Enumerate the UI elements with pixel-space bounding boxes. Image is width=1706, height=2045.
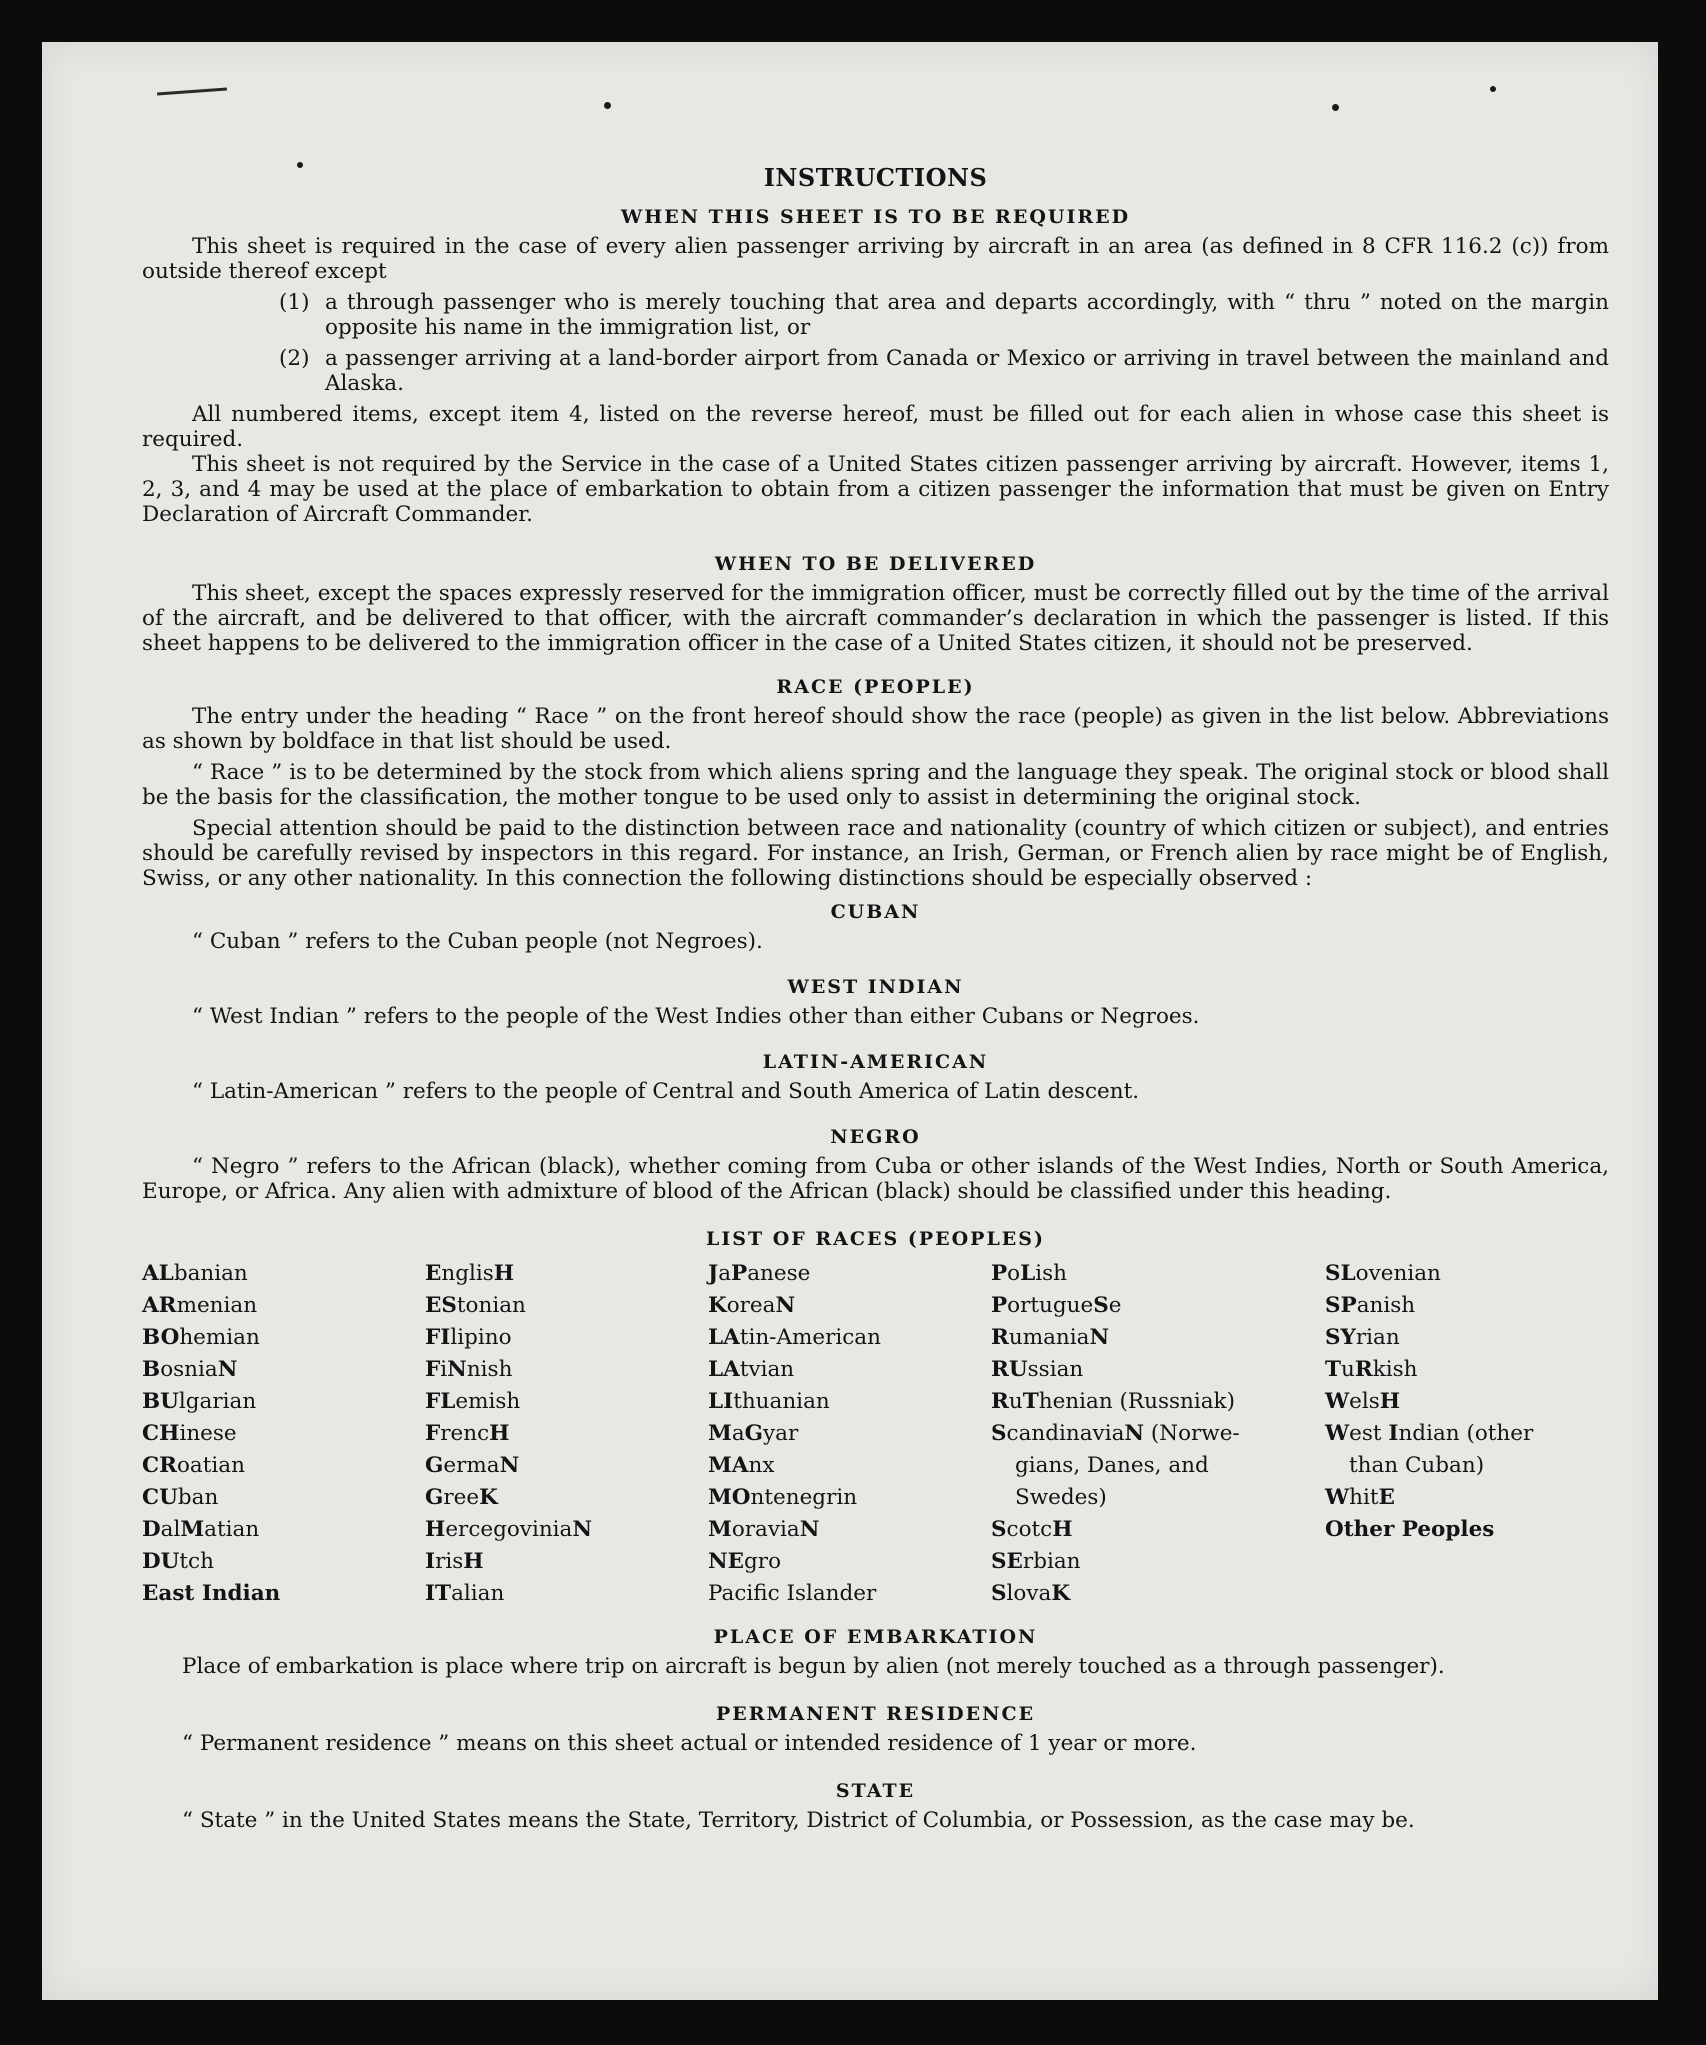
race-entry bbox=[708, 1578, 991, 1610]
race-abbrev: RU bbox=[991, 1357, 1028, 1382]
race-abbrev: BU bbox=[142, 1389, 179, 1414]
section-heading-latin-american: LATIN-AMERICAN bbox=[762, 1051, 989, 1073]
race-abbrev: N bbox=[799, 1517, 820, 1542]
race-abbrev: AR bbox=[142, 1293, 177, 1318]
race-abbrev: H bbox=[1379, 1389, 1401, 1414]
race-abbrev: W bbox=[1325, 1389, 1350, 1414]
race-abbrev: N bbox=[572, 1517, 593, 1542]
race-name-part: rbian bbox=[1022, 1549, 1081, 1574]
race-name-part: yar bbox=[763, 1421, 799, 1446]
race-abbrev: N bbox=[217, 1357, 238, 1382]
race-abbrev: I bbox=[425, 1549, 436, 1574]
race-abbrev: FL bbox=[425, 1389, 456, 1414]
race-name-part: tin-American bbox=[739, 1325, 881, 1350]
race-abbrev: SP bbox=[1325, 1293, 1357, 1318]
when-required-para3: This sheet is not required by the Service in the case of a United States citizen passenger arriving by aircraft. However, items 1, 2, 3, and 4 may be used at the place of embarkation to obtain from a citizen passenger the information that must be given on Entry Declaration of Aircraft Commander. bbox=[142, 452, 1609, 527]
race-abbrev: N bbox=[499, 1453, 520, 1478]
race-list-column bbox=[425, 1258, 708, 1610]
race-entry bbox=[142, 1386, 425, 1418]
race-entry bbox=[425, 1450, 708, 1482]
section-heading-embarkation: PLACE OF EMBARKATION bbox=[713, 1626, 1038, 1648]
race-abbrev: R bbox=[1354, 1357, 1373, 1382]
race-abbrev: NE bbox=[708, 1549, 745, 1574]
race-name-part: o bbox=[1007, 1261, 1021, 1286]
race-entry bbox=[142, 1290, 425, 1322]
race-abbrev: G bbox=[425, 1485, 444, 1510]
scan-mark bbox=[157, 88, 227, 96]
race-name-part: atian bbox=[204, 1517, 260, 1542]
race-abbrev: BO bbox=[142, 1325, 180, 1350]
race-abbrev: FI bbox=[425, 1325, 451, 1350]
when-required-para2: All numbered items, except item 4, listed on the reverse hereof, must be filled out for each alien in whose case this sheet is required. bbox=[142, 402, 1609, 452]
race-entry bbox=[708, 1322, 991, 1354]
race-name-part: u bbox=[1341, 1357, 1355, 1382]
race-entry bbox=[991, 1322, 1325, 1354]
race-entry bbox=[142, 1258, 425, 1290]
race-entry bbox=[1325, 1258, 1565, 1290]
race-list-column bbox=[1325, 1258, 1565, 1610]
race-name-part: ish bbox=[1035, 1261, 1068, 1286]
section-heading-cuban: CUBAN bbox=[830, 901, 921, 923]
section-heading-list-of-races: LIST OF RACES (PEOPLES) bbox=[706, 1228, 1045, 1250]
residence-text: “ Permanent residence ” means on this sheet actual or intended residence of 1 year or more. bbox=[182, 1731, 1197, 1756]
item-number: (1) bbox=[279, 290, 310, 315]
race-entry bbox=[425, 1386, 708, 1418]
embarkation-text: Place of embarkation is place where trip on aircraft is begun by alien (not merely touched as a through passenger). bbox=[182, 1654, 1445, 1679]
race-entry bbox=[991, 1450, 1325, 1482]
race-name-part: ortugue bbox=[1007, 1293, 1094, 1318]
scan-speck bbox=[604, 102, 611, 109]
race-name-part: osnia bbox=[160, 1357, 218, 1382]
section-heading-negro: NEGRO bbox=[830, 1126, 921, 1148]
race-entry bbox=[425, 1322, 708, 1354]
race-abbrev: N bbox=[1089, 1325, 1110, 1350]
scan-speck bbox=[1332, 104, 1339, 111]
race-name-part: nx bbox=[748, 1453, 775, 1478]
race-name-part: ree bbox=[443, 1485, 480, 1510]
race-abbrev: D bbox=[142, 1517, 161, 1542]
race-entry bbox=[425, 1258, 708, 1290]
race-name-part: nglis bbox=[441, 1261, 494, 1286]
race-abbrev: S bbox=[991, 1581, 1007, 1606]
page-title: INSTRUCTIONS bbox=[763, 163, 988, 192]
race-name-part: ntenegrin bbox=[750, 1485, 858, 1510]
race-entry bbox=[425, 1546, 708, 1578]
race-name-part: hemian bbox=[179, 1325, 260, 1350]
race-name-part: est bbox=[1349, 1421, 1389, 1446]
race-name-part: a bbox=[731, 1421, 745, 1446]
race-para2: “ Race ” is to be determined by the stock from which aliens spring and the language they speak. The original stock or blood shall be the basis for the classification, the mother tongue to be used only to assist in determining the original stock. bbox=[142, 760, 1609, 810]
race-name-part: anese bbox=[747, 1261, 811, 1286]
section-heading-when-delivered: WHEN TO BE DELIVERED bbox=[714, 553, 1037, 575]
race-entry bbox=[708, 1514, 991, 1546]
race-abbrev: H bbox=[489, 1421, 510, 1446]
race-abbrev: East Indian bbox=[142, 1581, 281, 1606]
race-entry bbox=[708, 1418, 991, 1450]
race-entry bbox=[142, 1482, 425, 1514]
race-abbrev: N bbox=[775, 1293, 796, 1318]
race-name-part: hit bbox=[1349, 1485, 1379, 1510]
race-abbrev: W bbox=[1325, 1485, 1350, 1510]
race-abbrev: H bbox=[1052, 1517, 1073, 1542]
race-name-part: ssian bbox=[1027, 1357, 1084, 1382]
race-entry bbox=[1325, 1322, 1565, 1354]
race-name-part: ris bbox=[435, 1549, 464, 1574]
race-abbrev: N bbox=[447, 1357, 467, 1382]
race-abbrev: N bbox=[1124, 1421, 1145, 1446]
race-name-part: Swedes) bbox=[1015, 1485, 1107, 1510]
race-abbrev: F bbox=[425, 1357, 441, 1382]
race-entry bbox=[991, 1354, 1325, 1386]
race-abbrev: CH bbox=[142, 1421, 180, 1446]
race-name-part: candinavia bbox=[1006, 1421, 1125, 1446]
race-entry bbox=[425, 1418, 708, 1450]
race-name-part: gro bbox=[744, 1549, 782, 1574]
race-abbrev: E bbox=[1378, 1485, 1395, 1510]
race-entry bbox=[991, 1258, 1325, 1290]
race-name-part: e bbox=[1108, 1293, 1122, 1318]
race-entry bbox=[991, 1386, 1325, 1418]
race-abbrev: L bbox=[1020, 1261, 1036, 1286]
race-abbrev: F bbox=[425, 1421, 441, 1446]
race-entry bbox=[1325, 1450, 1565, 1482]
race-abbrev: R bbox=[991, 1389, 1009, 1414]
race-name-part: els bbox=[1349, 1389, 1380, 1414]
race-entry bbox=[991, 1482, 1325, 1514]
section-heading-when-required: WHEN THIS SHEET IS TO BE REQUIRED bbox=[620, 206, 1131, 228]
race-name-part: renc bbox=[440, 1421, 490, 1446]
item-text: a passenger arriving at a land-border airport from Canada or Mexico or arriving in travel between the mainland and Alaska. bbox=[325, 346, 1609, 396]
race-abbrev: H bbox=[463, 1549, 484, 1574]
race-name-part: alian bbox=[451, 1581, 505, 1606]
race-entry bbox=[708, 1450, 991, 1482]
race-name-part: lipino bbox=[450, 1325, 512, 1350]
race-name-part: (Norwe- bbox=[1144, 1421, 1240, 1446]
race-abbrev: SL bbox=[1325, 1261, 1356, 1286]
section-heading-west-indian: WEST INDIAN bbox=[787, 976, 964, 998]
race-abbrev: P bbox=[991, 1261, 1008, 1286]
state-text: “ State ” in the United States means the State, Territory, District of Columbia, or Possession, as the case may be. bbox=[182, 1808, 1415, 1833]
race-abbrev: LA bbox=[708, 1357, 740, 1382]
exception-item-2 bbox=[142, 346, 1609, 396]
race-entry bbox=[708, 1482, 991, 1514]
race-para3: Special attention should be paid to the distinction between race and nationality (country of which citizen or subject), and entries should be carefully revised by inspectors in this regard. For instance, an Irish, German, or French alien by race might be of English, Swiss, or any other nationality. In this connection the following distinctions should be especially observed : bbox=[142, 816, 1609, 891]
race-list-column bbox=[142, 1258, 425, 1610]
race-entry bbox=[142, 1450, 425, 1482]
race-entry bbox=[1325, 1514, 1565, 1546]
race-abbrev: K bbox=[708, 1293, 727, 1318]
race-abbrev: MA bbox=[708, 1453, 749, 1478]
race-abbrev: H bbox=[425, 1517, 446, 1542]
race-name-part: Pacific Islander bbox=[708, 1581, 877, 1606]
race-name-part: tvian bbox=[739, 1357, 795, 1382]
race-name-part: henian (Russniak) bbox=[1038, 1389, 1235, 1414]
race-abbrev: CR bbox=[142, 1453, 177, 1478]
when-delivered-text: This sheet, except the spaces expressly reserved for the immigration officer, must be correctly filled out by the time of the arrival of the aircraft, and be delivered to that officer, with the aircraft commander’s declaration in which the passenger is listed. If this sheet happens to be delivered to the immigration officer in the case of a United States citizen, it should not be preserved. bbox=[142, 581, 1609, 656]
race-abbrev: K bbox=[479, 1485, 498, 1510]
race-abbrev: M bbox=[708, 1421, 732, 1446]
race-abbrev: J bbox=[708, 1261, 719, 1286]
item-text: a through passenger who is merely touching that area and departs accordingly, with “ thru ” noted on the margin opposite his name in the immigration list, or bbox=[325, 290, 1609, 340]
race-entry bbox=[1325, 1290, 1565, 1322]
race-abbrev: M bbox=[180, 1517, 205, 1542]
item-number: (2) bbox=[279, 346, 310, 371]
race-name-part: a bbox=[718, 1261, 732, 1286]
race-name-part: ovenian bbox=[1355, 1261, 1441, 1286]
race-entry bbox=[425, 1514, 708, 1546]
race-abbrev: CU bbox=[142, 1485, 178, 1510]
race-name-part: lova bbox=[1006, 1581, 1052, 1606]
race-name-part: oatian bbox=[176, 1453, 245, 1478]
race-para1: The entry under the heading “ Race ” on the front hereof should show the race (people) as given in the list below. Abbreviations as shown by boldface in that list should be used. bbox=[142, 704, 1609, 754]
race-abbrev: K bbox=[1051, 1581, 1071, 1606]
race-entry bbox=[1325, 1482, 1565, 1514]
race-name-part: ercegovinia bbox=[445, 1517, 573, 1542]
race-name-part: lgarian bbox=[178, 1389, 257, 1414]
race-list bbox=[142, 1258, 1609, 1610]
instructions-content bbox=[142, 117, 1609, 1833]
race-entry bbox=[142, 1578, 425, 1610]
race-abbrev: M bbox=[708, 1517, 732, 1542]
race-abbrev: DU bbox=[142, 1549, 180, 1574]
latin-american-text: “ Latin-American ” refers to the people of Central and South America of Latin descent. bbox=[192, 1079, 1140, 1104]
race-entry bbox=[425, 1482, 708, 1514]
race-abbrev: S bbox=[991, 1517, 1007, 1542]
race-entry bbox=[142, 1514, 425, 1546]
race-abbrev: ES bbox=[425, 1293, 457, 1318]
race-name-part: anish bbox=[1356, 1293, 1416, 1318]
race-name-part: umania bbox=[1008, 1325, 1090, 1350]
race-name-part: banian bbox=[173, 1261, 248, 1286]
race-abbrev: W bbox=[1325, 1421, 1350, 1446]
race-entry bbox=[425, 1290, 708, 1322]
race-name-part: rian bbox=[1355, 1325, 1400, 1350]
race-abbrev: B bbox=[142, 1357, 161, 1382]
race-entry bbox=[991, 1290, 1325, 1322]
when-required-intro: This sheet is required in the case of every alien passenger arriving by aircraft in an area (as defined in 8 CFR 116.2 (c)) from outside thereof except bbox=[142, 234, 1609, 284]
race-abbrev: LA bbox=[708, 1325, 740, 1350]
race-name-part: oravia bbox=[731, 1517, 800, 1542]
race-list-column bbox=[708, 1258, 991, 1610]
race-name-part: ban bbox=[177, 1485, 219, 1510]
document-sheet bbox=[42, 42, 1658, 2000]
race-abbrev: I bbox=[1388, 1421, 1399, 1446]
race-name-part: al bbox=[160, 1517, 181, 1542]
race-abbrev: T bbox=[1325, 1357, 1341, 1382]
scan-speck bbox=[1490, 86, 1496, 92]
race-abbrev: AL bbox=[142, 1261, 174, 1286]
cuban-text: “ Cuban ” refers to the Cuban people (not Negroes). bbox=[192, 929, 763, 954]
exception-item-1 bbox=[142, 290, 1609, 340]
race-entry bbox=[708, 1386, 991, 1418]
race-abbrev: P bbox=[991, 1293, 1008, 1318]
race-abbrev: R bbox=[991, 1325, 1009, 1350]
race-name-part: emish bbox=[455, 1389, 521, 1414]
race-name-part: orea bbox=[726, 1293, 776, 1318]
negro-text: “ Negro ” refers to the African (black), whether coming from Cuba or other islands of the West Indies, North or South America, Europe, or Africa. Any alien with admixture of blood of the African (black) should be classified under this heading. bbox=[142, 1154, 1609, 1204]
race-abbrev: H bbox=[493, 1261, 515, 1286]
race-name-part: menian bbox=[176, 1293, 258, 1318]
section-heading-race: RACE (PEOPLE) bbox=[776, 676, 975, 698]
race-name-part: gians, Danes, and bbox=[1015, 1453, 1209, 1478]
race-entry bbox=[991, 1514, 1325, 1546]
race-name-part: tch bbox=[179, 1549, 214, 1574]
race-name-part: ndian (other bbox=[1398, 1421, 1534, 1446]
race-name-part: i bbox=[440, 1357, 448, 1382]
race-entry bbox=[425, 1354, 708, 1386]
race-name-part: thuanian bbox=[733, 1389, 830, 1414]
race-entry bbox=[708, 1546, 991, 1578]
race-name-part: erma bbox=[443, 1453, 500, 1478]
race-entry bbox=[708, 1258, 991, 1290]
race-abbrev: SY bbox=[1325, 1325, 1356, 1350]
section-heading-state: STATE bbox=[835, 1780, 916, 1802]
race-name-part: kish bbox=[1372, 1357, 1418, 1382]
race-name-part: tonian bbox=[456, 1293, 526, 1318]
race-entry bbox=[991, 1418, 1325, 1450]
race-abbrev: SE bbox=[991, 1549, 1023, 1574]
race-abbrev: Other Peoples bbox=[1325, 1517, 1495, 1542]
race-entry bbox=[142, 1322, 425, 1354]
race-abbrev: G bbox=[744, 1421, 764, 1446]
race-abbrev: LI bbox=[708, 1389, 734, 1414]
race-entry bbox=[1325, 1354, 1565, 1386]
race-name-part: than Cuban) bbox=[1349, 1453, 1485, 1478]
section-heading-residence: PERMANENT RESIDENCE bbox=[715, 1703, 1036, 1725]
race-entry bbox=[991, 1546, 1325, 1578]
race-entry bbox=[991, 1578, 1325, 1610]
race-entry bbox=[142, 1418, 425, 1450]
race-entry bbox=[425, 1578, 708, 1610]
race-abbrev: T bbox=[1022, 1389, 1039, 1414]
race-abbrev: S bbox=[991, 1421, 1007, 1446]
race-name-part: u bbox=[1008, 1389, 1023, 1414]
race-entry bbox=[142, 1354, 425, 1386]
race-entry bbox=[708, 1354, 991, 1386]
race-abbrev: E bbox=[425, 1261, 442, 1286]
race-entry bbox=[142, 1546, 425, 1578]
race-entry bbox=[1325, 1386, 1565, 1418]
race-abbrev: S bbox=[1093, 1293, 1109, 1318]
race-entry bbox=[1325, 1418, 1565, 1450]
west-indian-text: “ West Indian ” refers to the people of the West Indies other than either Cubans or Negroes. bbox=[192, 1004, 1200, 1029]
race-name-part: inese bbox=[179, 1421, 237, 1446]
race-entry bbox=[708, 1290, 991, 1322]
race-name-part: nish bbox=[466, 1357, 513, 1382]
race-abbrev: MO bbox=[708, 1485, 751, 1510]
race-abbrev: IT bbox=[425, 1581, 452, 1606]
race-abbrev: P bbox=[731, 1261, 748, 1286]
race-name-part: cotc bbox=[1006, 1517, 1053, 1542]
race-list-column bbox=[991, 1258, 1325, 1610]
race-abbrev: G bbox=[425, 1453, 444, 1478]
